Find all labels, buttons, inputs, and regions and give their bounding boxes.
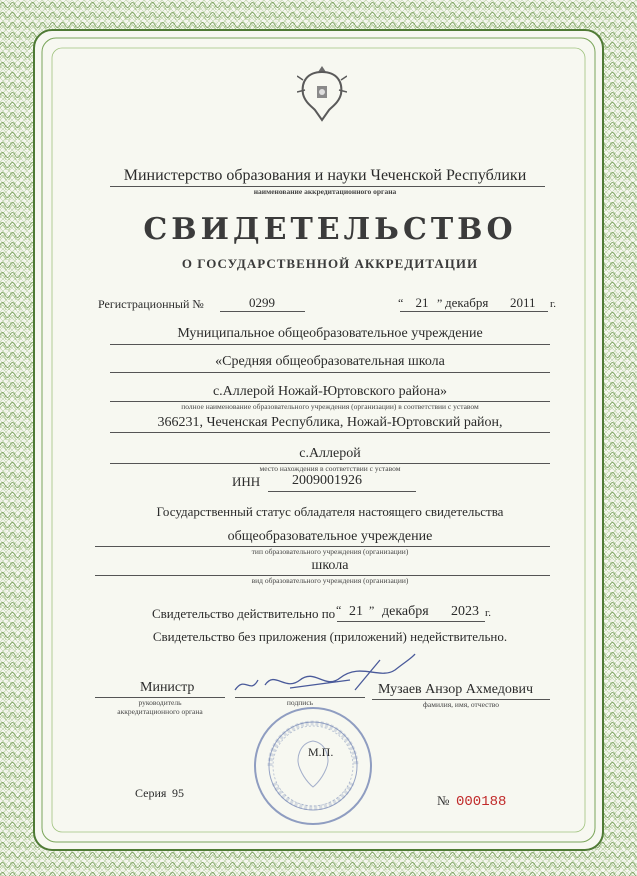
address-caption: место нахождения в соответствии с уставом bbox=[259, 464, 401, 473]
reg-month: декабря bbox=[445, 295, 489, 310]
org-line-3: с.Аллерой Ножай-Юртовского района» bbox=[212, 384, 448, 399]
reg-label: Регистрационный № bbox=[98, 297, 204, 311]
org-line-1-underline bbox=[110, 344, 550, 345]
kind-value: школа bbox=[311, 558, 349, 573]
inn-label: ИНН bbox=[232, 474, 261, 489]
valid-day: 21 bbox=[349, 604, 363, 619]
org-caption: полное наименование образовательного учреждения (организации) в соответствии с уставом bbox=[181, 402, 479, 411]
valid-open-quote: “ bbox=[336, 603, 342, 617]
position-caption-1: руководитель bbox=[138, 698, 182, 707]
series-label: Серия bbox=[135, 786, 167, 800]
valid-year: 2023 bbox=[451, 604, 479, 619]
reg-day: 21 bbox=[415, 295, 429, 310]
certificate-number: 000188 bbox=[456, 794, 507, 810]
org-line-2-underline bbox=[110, 372, 550, 373]
address-line-1: 366231, Чеченская Республика, Ножай-Юртовский район, bbox=[157, 415, 503, 430]
address-line-1-underline bbox=[110, 432, 550, 433]
reg-year-suffix: г. bbox=[550, 298, 557, 310]
number-label: № bbox=[437, 793, 450, 808]
address-line-2: с.Аллерой bbox=[299, 446, 361, 461]
appendix-text: Свидетельство без приложения (приложений) недействительно. bbox=[152, 629, 508, 644]
document-subtitle: О ГОСУДАРСТВЕННОЙ АККРЕДИТАЦИИ bbox=[181, 256, 479, 271]
org-line-2: «Средняя общеобразовательная школа bbox=[215, 354, 445, 369]
mp-label: М.П. bbox=[308, 745, 334, 759]
coat-of-arms-icon bbox=[297, 62, 347, 124]
ministry-caption: наименование аккредитационного органа bbox=[253, 187, 397, 196]
reg-date-underline bbox=[400, 311, 548, 312]
reg-year: 2011 bbox=[510, 295, 536, 310]
kind-caption: вид образовательного учреждения (организации) bbox=[251, 576, 409, 585]
position-title: Министр bbox=[140, 680, 195, 695]
position-caption-2: аккредитационного органа bbox=[117, 707, 203, 716]
org-line-1: Муниципальное общеобразовательное учреждение bbox=[177, 326, 483, 341]
type-caption: тип образовательного учреждения (организации) bbox=[251, 547, 409, 556]
type-value: общеобразовательное учреждение bbox=[227, 529, 433, 544]
valid-month: декабря bbox=[382, 604, 429, 619]
inn-underline bbox=[268, 491, 416, 492]
signature-caption: подпись bbox=[286, 698, 314, 707]
valid-date-underline bbox=[337, 621, 485, 622]
reg-date-close-quote: ” bbox=[437, 296, 443, 310]
signer-caption: фамилия, имя, отчество bbox=[423, 700, 499, 709]
reg-date-open-quote: “ bbox=[398, 296, 404, 310]
document-title: СВИДЕТЕЛЬСТВО bbox=[143, 212, 517, 247]
reg-number-underline bbox=[220, 311, 305, 312]
valid-close-quote: ” bbox=[369, 603, 375, 617]
series-value: 95 bbox=[172, 786, 184, 800]
reg-number: 0299 bbox=[249, 295, 275, 310]
ministry-name: Министерство образования и науки Чеченской Республики bbox=[123, 167, 527, 184]
valid-label: Свидетельство действительно по bbox=[152, 606, 336, 621]
signer-name: Музаев Анзор Ахмедович bbox=[378, 682, 533, 697]
valid-year-suffix: г. bbox=[485, 607, 492, 619]
official-seal bbox=[250, 703, 376, 829]
inn-value: 2009001926 bbox=[292, 473, 362, 488]
status-text: Государственный статус обладателя настоящего свидетельства bbox=[156, 504, 504, 519]
